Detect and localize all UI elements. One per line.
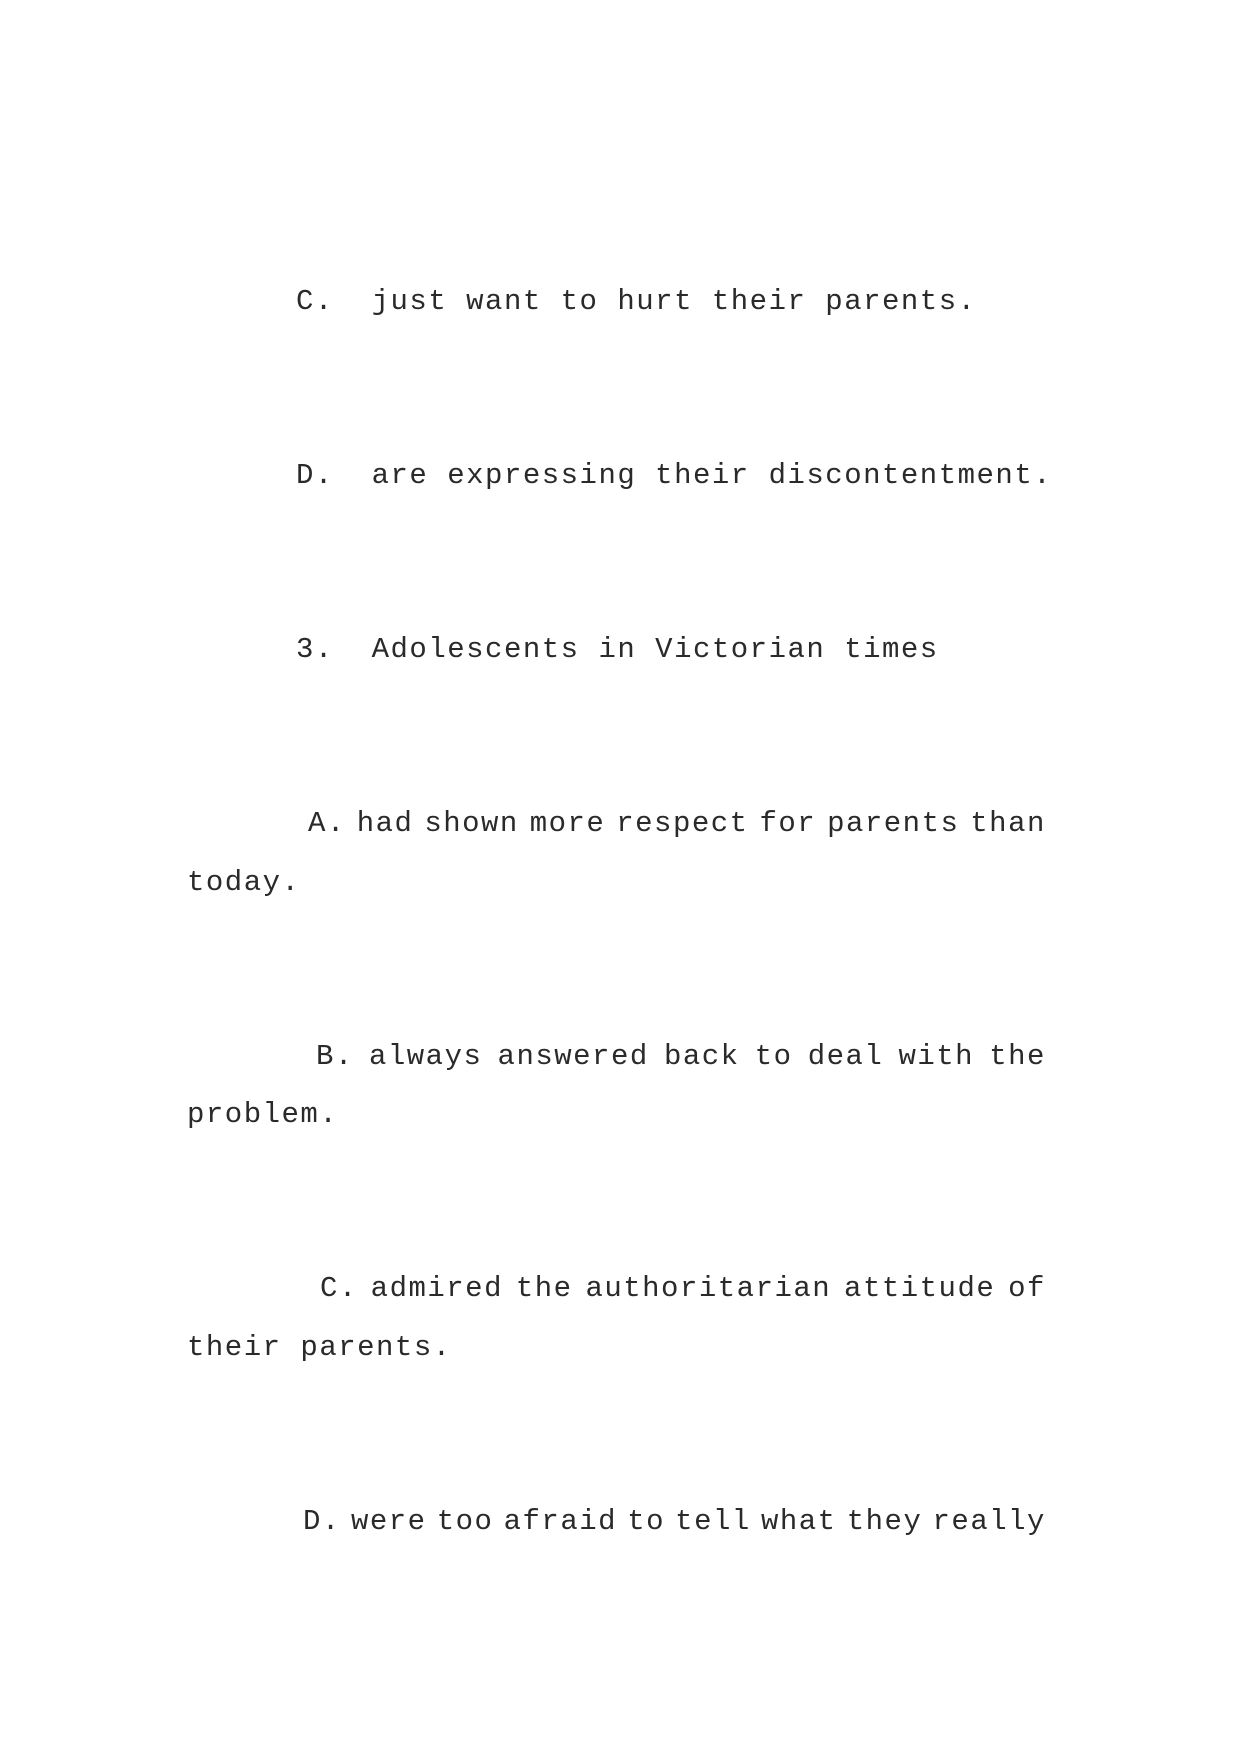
option-word: tell bbox=[675, 1505, 751, 1538]
q3-option-b-continuation: problem. bbox=[187, 1098, 339, 1131]
option-word: back bbox=[663, 1040, 740, 1073]
option-label: C. bbox=[296, 285, 334, 318]
option-label: C. bbox=[320, 1272, 358, 1305]
option-word: to bbox=[754, 1040, 793, 1073]
q3-stem bbox=[296, 632, 939, 668]
q3-option-a bbox=[308, 806, 1046, 842]
option-word: with bbox=[898, 1040, 975, 1073]
q3-option-c-continuation: their parents. bbox=[187, 1331, 452, 1364]
option-word: always bbox=[368, 1040, 483, 1073]
option-label: D. bbox=[303, 1505, 341, 1538]
option-word: of bbox=[1008, 1272, 1046, 1305]
option-word: parents bbox=[827, 807, 960, 840]
option-word: to bbox=[627, 1505, 666, 1538]
option-word: shown bbox=[424, 807, 519, 840]
q3-option-c bbox=[320, 1271, 1046, 1307]
option-word: respect bbox=[616, 807, 749, 840]
q2-option-d bbox=[296, 458, 1052, 494]
option-word: authoritarian bbox=[585, 1272, 832, 1305]
option-text: are expressing their discontentment. bbox=[371, 459, 1053, 492]
q3-option-b bbox=[316, 1039, 1046, 1075]
option-word: deal bbox=[807, 1040, 884, 1073]
q2-option-c bbox=[296, 284, 977, 320]
option-label: D. bbox=[296, 459, 334, 492]
option-word: than bbox=[970, 807, 1046, 840]
option-word: were bbox=[350, 1505, 427, 1538]
option-word: they bbox=[846, 1505, 923, 1538]
option-word: really bbox=[932, 1505, 1046, 1538]
option-word: the bbox=[989, 1040, 1046, 1073]
option-word: answered bbox=[497, 1040, 649, 1073]
question-number: 3. bbox=[296, 633, 334, 666]
option-word: admired bbox=[370, 1272, 503, 1305]
option-word: what bbox=[760, 1505, 837, 1538]
option-word: for bbox=[759, 807, 817, 840]
q3-option-d bbox=[303, 1504, 1046, 1540]
option-word: had bbox=[356, 807, 414, 840]
option-word: more bbox=[529, 807, 606, 840]
option-word: attitude bbox=[844, 1272, 996, 1305]
option-label: A. bbox=[308, 807, 346, 840]
option-text: just want to hurt their parents. bbox=[371, 285, 977, 318]
option-word: afraid bbox=[503, 1505, 618, 1538]
option-word: too bbox=[436, 1505, 494, 1538]
question-text: Adolescents in Victorian times bbox=[371, 633, 939, 666]
option-word: the bbox=[515, 1272, 573, 1305]
option-label: B. bbox=[316, 1040, 354, 1073]
q3-option-a-continuation: today. bbox=[187, 866, 301, 899]
